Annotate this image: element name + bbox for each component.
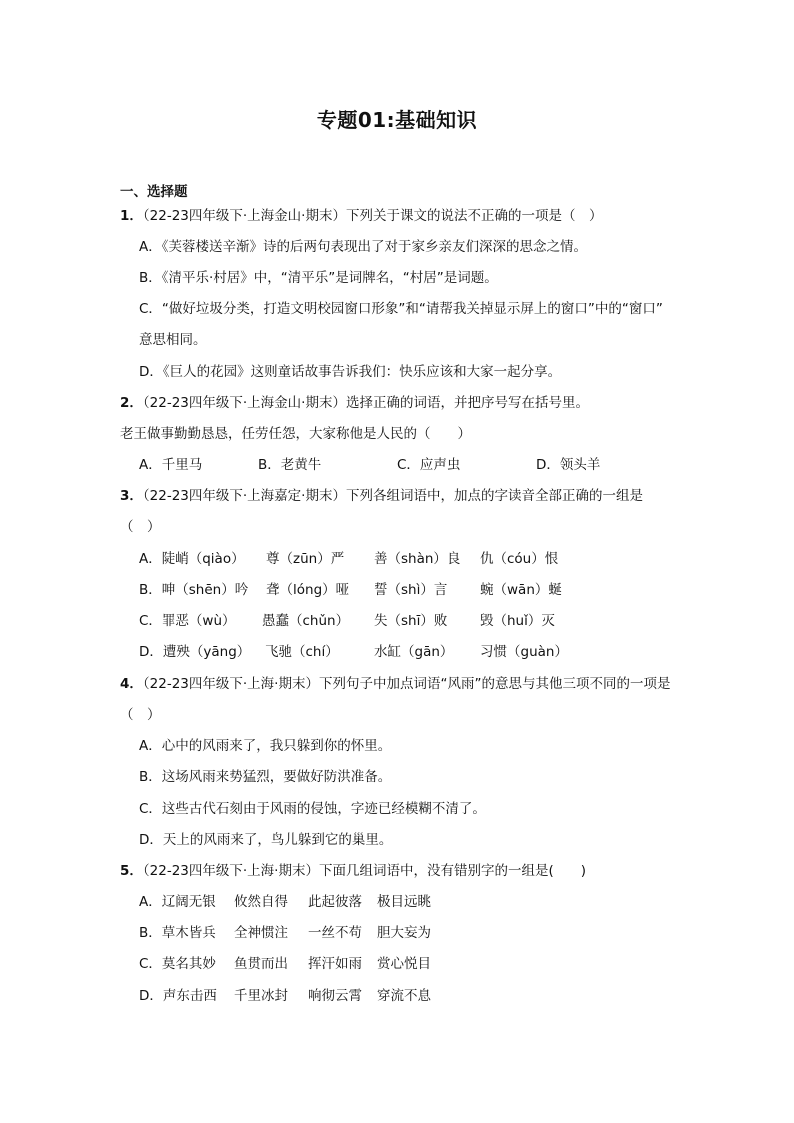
q3-b-word-2: 聋（lóng）哑 [266, 582, 350, 598]
q5-d-word-2: 千里冰封 [234, 988, 288, 1004]
q3-c-word-3: 失（shī）败 [374, 613, 448, 629]
q5-c-word-1: C．莫名其妙 [139, 956, 216, 972]
q3-a-word-1: A．陡峭（qiào） [139, 551, 245, 567]
q5-c-word-3: 挥汗如雨 [308, 956, 362, 972]
question-text: （22-23四年级下·上海金山·期末）选择正确的词语，并把序号写在括号里。 [142, 395, 589, 411]
q2-option-a: A．千里马 [139, 457, 203, 473]
question-3-stem-continued: （ ） [120, 519, 161, 535]
q3-d-word-3: 水缸（gān） [374, 644, 454, 660]
question-2-stem [120, 394, 589, 412]
question-text: （22-23四年级下·上海·期末）下列句子中加点词语“风雨”的意思与其他三项不同的一项是 [142, 676, 671, 692]
q3-a-word-4: 仇（cóu）恨 [480, 551, 559, 567]
q5-d-word-3: 响彻云霄 [308, 988, 362, 1004]
q5-a-word-1: A．辽阔无银 [139, 894, 216, 910]
q5-a-word-2: 攸然自得 [234, 894, 288, 910]
q3-c-word-4: 毁（huǐ）灭 [480, 613, 555, 629]
q1-option-c: C．“做好垃圾分类，打造文明校园窗口形象”和“请帮我关掉显示屏上的窗口”中的“窗口” [139, 301, 663, 317]
q1-option-a: A．《芙蓉楼送辛渐》诗的后两句表现出了对于家乡亲友们深深的思念之情。 [139, 239, 587, 255]
q2-option-b: B．老黄牛 [258, 457, 322, 473]
q1-option-b: B．《清平乐·村居》中，“清平乐”是词牌名，“村居”是词题。 [139, 270, 498, 286]
q5-d-word-1: D．声东击西 [139, 988, 217, 1004]
q5-b-word-1: B．草木皆兵 [139, 925, 216, 941]
question-number: 1． [120, 208, 143, 224]
q3-c-word-1: C．罪恶（wù） [139, 613, 236, 629]
q1-option-c-continued: 意思相同。 [139, 332, 207, 348]
question-number: 2． [120, 395, 143, 411]
q4-option-a: A．心中的风雨来了，我只躲到你的怀里。 [139, 738, 392, 754]
q2-option-c: C．应声虫 [397, 457, 461, 473]
page-title: 专题01:基础知识 [316, 108, 478, 132]
q3-a-word-2: 尊（zūn）严 [266, 551, 345, 567]
q5-a-word-3: 此起彼落 [308, 894, 362, 910]
q3-b-word-4: 蜿（wān）蜒 [480, 582, 562, 598]
q5-a-word-4: 极目远眺 [377, 894, 431, 910]
question-4-stem [120, 675, 670, 693]
question-text: （22-23四年级下·上海金山·期末）下列关于课文的说法不正确的一项是（ ） [142, 208, 603, 224]
q1-option-d: D．《巨人的花园》这则童话故事告诉我们：快乐应该和大家一起分享。 [139, 364, 562, 380]
question-3-stem [120, 487, 643, 505]
question-1-stem [120, 207, 602, 225]
q3-d-word-1: D．遭殃（yāng） [139, 644, 251, 660]
q4-option-d: D．天上的风雨来了，鸟儿躲到它的巢里。 [139, 832, 393, 848]
q3-d-word-2: 飞驰（chí） [265, 644, 339, 660]
q3-b-word-3: 誓（shì）言 [374, 582, 448, 598]
q2-option-d: D．领头羊 [536, 457, 601, 473]
q4-option-c: C．这些古代石刻由于风雨的侵蚀，字迹已经模糊不清了。 [139, 801, 486, 817]
q3-a-word-3: 善（shàn）良 [374, 551, 461, 567]
question-text: （22-23四年级下·上海·期末）下面几组词语中，没有错别字的一组是( ) [142, 863, 586, 879]
q4-option-b: B．这场风雨来势猛烈，要做好防洪准备。 [139, 769, 392, 785]
q3-c-word-2: 愚蠢（chǔn） [262, 613, 350, 629]
question-number: 5． [120, 863, 143, 879]
section-heading: 一、选择题 [120, 184, 188, 200]
q5-b-word-2: 全神惯注 [234, 925, 288, 941]
q3-d-word-4: 习惯（guàn） [480, 644, 568, 660]
q3-b-word-1: B．呻（shēn）吟 [139, 582, 249, 598]
question-5-stem [120, 862, 586, 880]
q5-b-word-4: 胆大妄为 [377, 925, 431, 941]
q5-b-word-3: 一丝不苟 [308, 925, 362, 941]
question-4-stem-continued: （ ） [120, 707, 161, 723]
question-number: 4． [120, 676, 143, 692]
question-text: （22-23四年级下·上海嘉定·期末）下列各组词语中，加点的字读音全部正确的一组是 [142, 488, 643, 504]
q2-sentence: 老王做事勤勤恳恳，任劳任怨，大家称他是人民的（ ） [120, 426, 471, 442]
q5-c-word-4: 赏心悦目 [377, 956, 431, 972]
q5-d-word-4: 穿流不息 [377, 988, 431, 1004]
question-number: 3． [120, 488, 143, 504]
q5-c-word-2: 鱼贯而出 [234, 956, 288, 972]
